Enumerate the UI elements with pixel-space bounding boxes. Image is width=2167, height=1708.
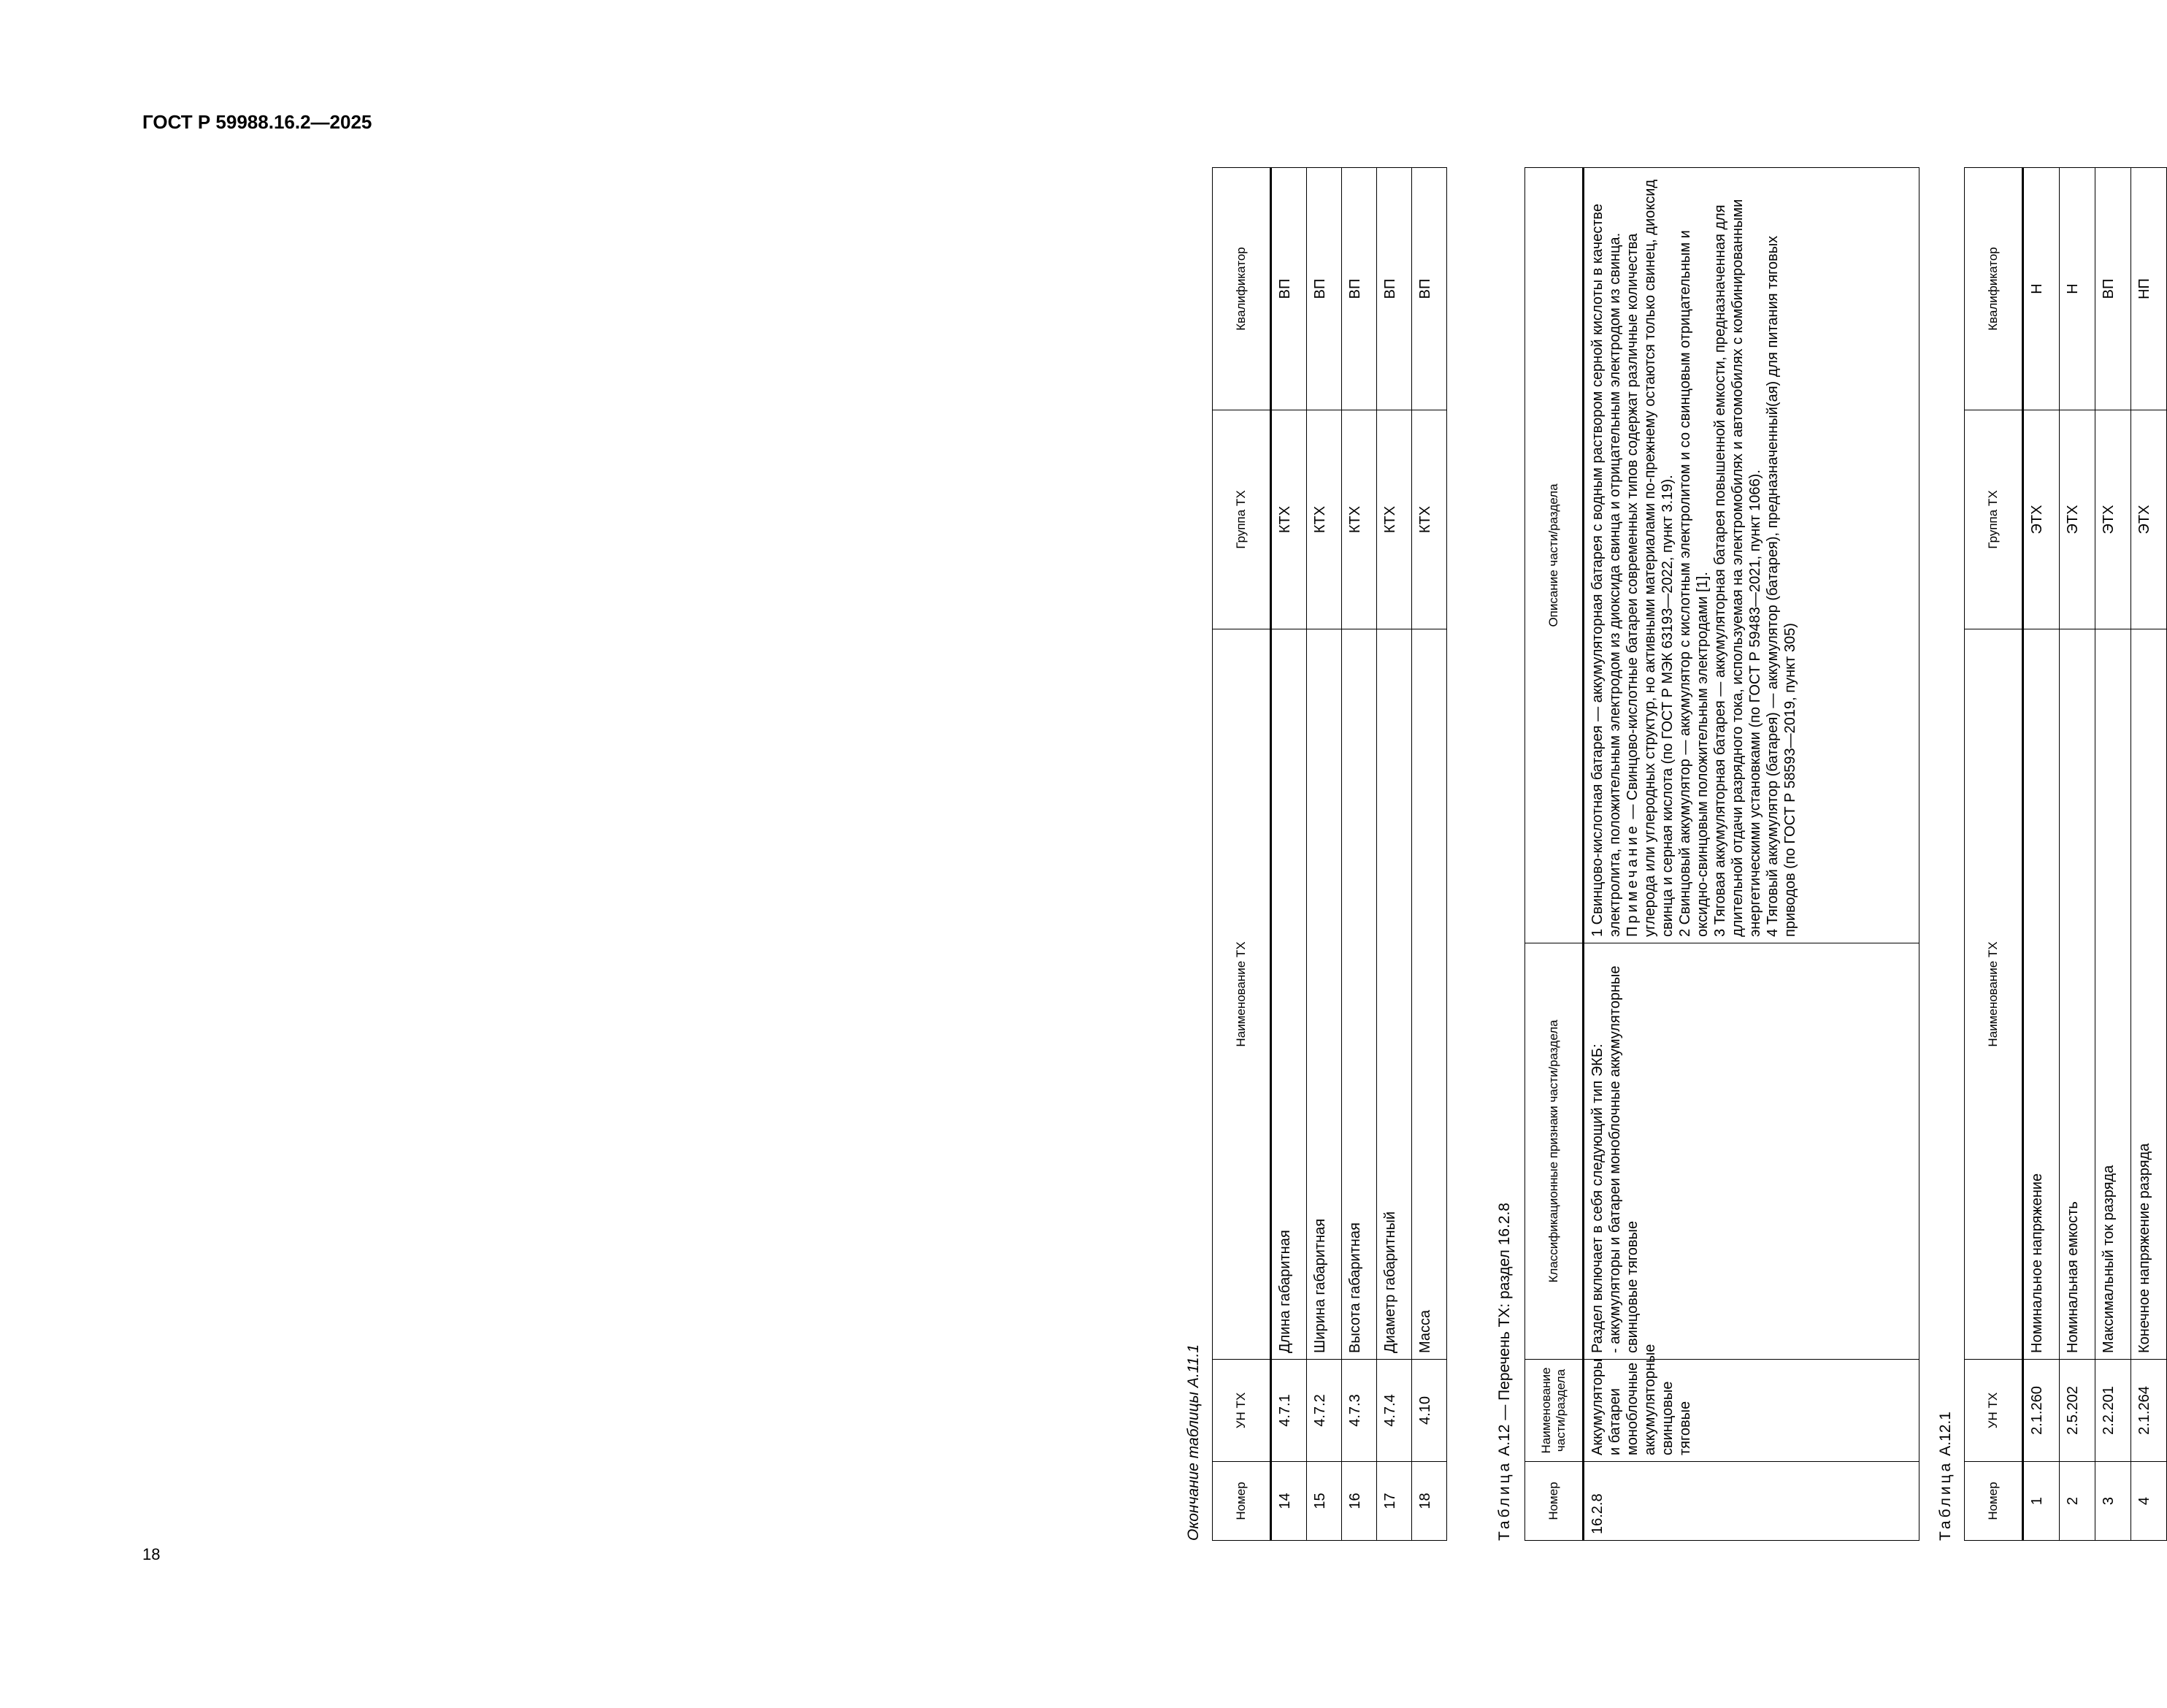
table-cell: КТХ [1412,410,1447,629]
table-cell: ВП [1412,168,1447,410]
column-header: Номер [1965,1462,2023,1541]
table-cell: Высота габаритная [1342,629,1377,1360]
table-cell: НП [2131,168,2167,410]
table-cell: 3 [2095,1462,2131,1541]
table-cell: Номинальное напряжение [2023,629,2060,1360]
table-cell: 2.2.201 [2095,1360,2131,1462]
table-cell: КТХ [1377,410,1412,629]
table-row [1307,168,1342,1541]
table-cell: 14 [1271,1462,1307,1541]
table-cell: Максимальный ток разряда [2095,629,2131,1360]
table-cell: КТХ [1342,410,1377,629]
table-row [2060,168,2095,1541]
table-a11-1-caption: Окончание таблицы А.11.1 [1185,1344,1202,1541]
table-cell: 4.7.1 [1271,1360,1307,1462]
table-cell: Н [2023,168,2060,410]
table-caption-word: Таблица [1937,1460,1954,1541]
table-cell: 4.10 [1412,1360,1447,1462]
table-cell: 2 [2060,1462,2095,1541]
description-paragraph: 4 Тяговый аккумулятор (батарея) — аккумулятор (батарея), предназначенный(ая) для питания тяговых приводов (по ГОСТ Р 58593—2019, пункт 305) [1765,235,1798,937]
document-header: ГОСТ Р 59988.16.2—2025 [142,111,372,133]
table-cell: 1 [2023,1462,2060,1541]
column-header: Классификационные признаки части/раздела [1525,943,1584,1360]
table-cell: Диаметр габаритный [1377,629,1412,1360]
table-cell: ВП [1307,168,1342,410]
table-caption-text: А.12.1 [1937,1412,1954,1456]
note-label: Примечание [1625,823,1641,937]
table-cell: 2.1.260 [2023,1360,2060,1462]
table-cell: ВП [2095,168,2131,410]
column-header: УН ТХ [1213,1360,1271,1462]
column-header: Квалификатор [1965,168,2023,410]
page-number: 18 [142,1545,161,1563]
table-cell: Раздел включает в себя следующий тип ЭКБ: - аккумуляторы и батареи моноблочные аккумуляторные свинцовые тяговые [1584,943,1919,1360]
table-row [1412,168,1447,1541]
table-cell: ВП [1271,168,1307,410]
table-a12-caption [1495,1203,1514,1541]
table-row [2095,168,2131,1541]
column-header: Наименование ТХ [1213,629,1271,1360]
table-a12-1 [1964,167,2167,1541]
table-caption-text: А.12 — Перечень ТХ: раздел 16.2.8 [1496,1203,1513,1456]
table-cell: ЭТХ [2095,410,2131,629]
table-cell: 16 [1342,1462,1377,1541]
table-cell: 4.7.2 [1307,1360,1342,1462]
description-note [1624,174,1676,937]
table-a12-1-caption [1936,1412,1955,1541]
table-cell: КТХ [1271,410,1307,629]
table-row [2131,168,2167,1541]
table-cell: Конечное напряжение разряда [2131,629,2167,1360]
table-cell: Н [2060,168,2095,410]
table-cell: ВП [1342,168,1377,410]
description-paragraph: 2 Свинцовый аккумулятор — аккумулятор с кислотным электролитом и со свинцовым отрицательным и оксидно-свинцовым положительным электродами [1]. [1677,230,1711,937]
table-cell: ЭТХ [2060,410,2095,629]
column-header: Наименование части/раздела [1525,1360,1584,1462]
table-cell: ЭТХ [2023,410,2060,629]
table-row [1584,168,1919,1541]
column-header: Квалификатор [1213,168,1271,410]
column-header: Номер [1213,1462,1271,1541]
column-header: Наименование ТХ [1965,629,2023,1360]
table-cell: 18 [1412,1462,1447,1541]
table-row [2023,168,2060,1541]
table-cell: ВП [1377,168,1412,410]
table-cell: КТХ [1307,410,1342,629]
table-cell: Номинальная емкость [2060,629,2095,1360]
table-cell: 4.7.3 [1342,1360,1377,1462]
column-header: Группа ТХ [1965,410,2023,629]
column-header: УН ТХ [1965,1360,2023,1462]
table-cell: 17 [1377,1462,1412,1541]
table-cell: Ширина габаритная [1307,629,1342,1360]
description-paragraph: 1 Свинцово-кислотная батарея — аккумуляторная батарея с водным раствором серной кислоты в качестве электролита, положительным электродом из диоксида свинца и отрицательным электродом из свинца. [1589,204,1623,937]
table-cell: 2.5.202 [2060,1360,2095,1462]
table-cell: Масса [1412,629,1447,1360]
description-paragraph: 3 Тяговая аккумуляторная батарея — аккумуляторная батарея повышенной емкости, предназначенная для длительной отдачи разрядного тока, используемая на электромобилях и автомобилях с комбинированными энергетическими установками (по ГОСТ Р 59483—2021, пункт 1066). [1712,199,1763,937]
note-text: — Свинцово-кислотные батареи современных типов содержат различные количества углерода или углеродных структур, но активными материалами по-прежнему остаются только свинец, диоксид свинца и серная кислота (по ГОСТ Р МЭК 63193—2022, пункт 3.19). [1625,179,1676,937]
table-row [1271,168,1307,1541]
table-a11-1 [1212,167,1447,1541]
table-a12 [1524,167,1919,1541]
table-row [1342,168,1377,1541]
column-header: Описание части/раздела [1525,168,1584,943]
table-row [1377,168,1412,1541]
table-cell: 4 [2131,1462,2167,1541]
table-cell: ЭТХ [2131,410,2167,629]
column-header: Группа ТХ [1213,410,1271,629]
table-caption-word: Таблица [1496,1460,1513,1541]
landscape-content [1185,102,2154,1548]
column-header: Номер [1525,1462,1584,1541]
table-cell: 16.2.8 [1584,1462,1919,1541]
table-cell: 4.7.4 [1377,1360,1412,1462]
table-cell: Аккумуляторы и батареи моноблочные аккумуляторные свинцовые тяговые [1584,1360,1919,1462]
table-cell: Длина габаритная [1271,629,1307,1360]
table-cell: 15 [1307,1462,1342,1541]
description-cell [1584,168,1919,943]
table-cell: 2.1.264 [2131,1360,2167,1462]
